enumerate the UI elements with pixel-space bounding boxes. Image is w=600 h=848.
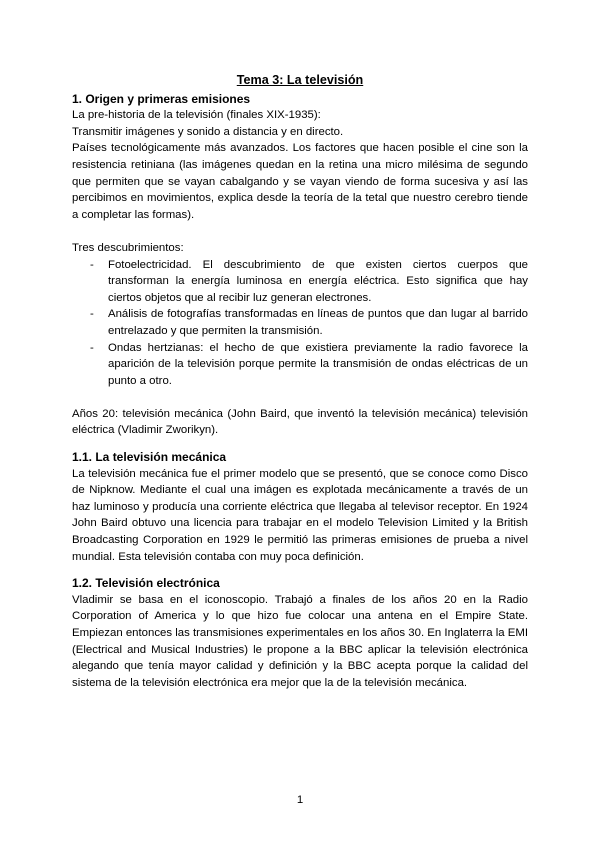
section-1-2-heading: 1.2. Televisión electrónica xyxy=(72,576,220,591)
prehistory-line: La pre-historia de la televisión (finales XIX-1935): xyxy=(72,109,321,122)
list-item: - Fotoelectricidad. El descubrimiento de que existen ciertos cuerpos que transforman la energía luminosa en energía eléctrica. Esto significa que hay ciertos objetos que al recibir luz generan electrones. xyxy=(72,257,528,307)
discoveries-intro: Tres descubrimientos: xyxy=(72,241,184,254)
mechanical-tv-paragraph: La televisión mecánica fue el primer modelo que se presentó, que se conoce como Disco de Nipknow. Mediante el cual una imágen es explotada mecánicamente a través de un haz luminoso y producía una corriente eléctrica que llegaba al televisor receptor. En 1924 John Baird obtuvo una licencia para trabajar en el modelo Television Limited y la British Broadcasting Corporation en 1929 le permitió las primeras emisiones de prueba a nivel mundial. Esta televisión contaba con muy poca definición. xyxy=(72,467,528,563)
list-item: - Análisis de fotografías transformadas en líneas de puntos que dan lugar al barrido entrelazado y que permiten la transmisión. xyxy=(72,306,528,339)
document-title: Tema 3: La televisión xyxy=(236,73,364,87)
factors-paragraph: Países tecnológicamente más avanzados. Los factores que hacen posible el cine son la resistencia retiniana (las imágenes quedan en la retina una micro milésima de segundo que permiten que se vayan cabalgando y se vayan viendo de forma sucesiva y así las percibimos en movimientos, explica desde la teoría de la tetal que nuestro cerebro tiende a completar las formas). xyxy=(72,142,528,221)
years-20-paragraph: Años 20: televisión mecánica (John Baird, que inventó la televisión mecánica) televisión eléctrica (Vladimir Zworikyn). xyxy=(72,407,528,437)
section-1-heading: 1. Origen y primeras emisiones xyxy=(72,91,251,106)
page-number: 1 xyxy=(296,794,304,806)
list-item: - Ondas hertzianas: el hecho de que existiera previamente la radio favorece la aparición de la televisión porque permite la transmisión de ondas eléctricas de un punto a otro. xyxy=(72,340,528,390)
section-1-1-heading: 1.1. La televisión mecánica xyxy=(72,450,227,465)
discoveries-list xyxy=(72,257,528,390)
electronic-tv-paragraph: Vladimir se basa en el iconoscopio. Trabajó a finales de los años 20 en la Radio Corporation of America y lo que hizo fue colocar una antena en el Empire State. Empiezan entonces las transmisiones experimentales en los años 30. En Inglaterra la EMI (Electrical and Musical Industries) le propone a la BBC aplicar la televisión electrónica alegando que tenía mayor calidad y definición y la BBC acepta porque la calidad del sistema de la televisión electrónica era mejor que la de la televisión mecánica. xyxy=(72,593,528,689)
document-page xyxy=(72,72,528,691)
transmit-line: Transmitir imágenes y sonido a distancia y en directo. xyxy=(72,125,344,138)
